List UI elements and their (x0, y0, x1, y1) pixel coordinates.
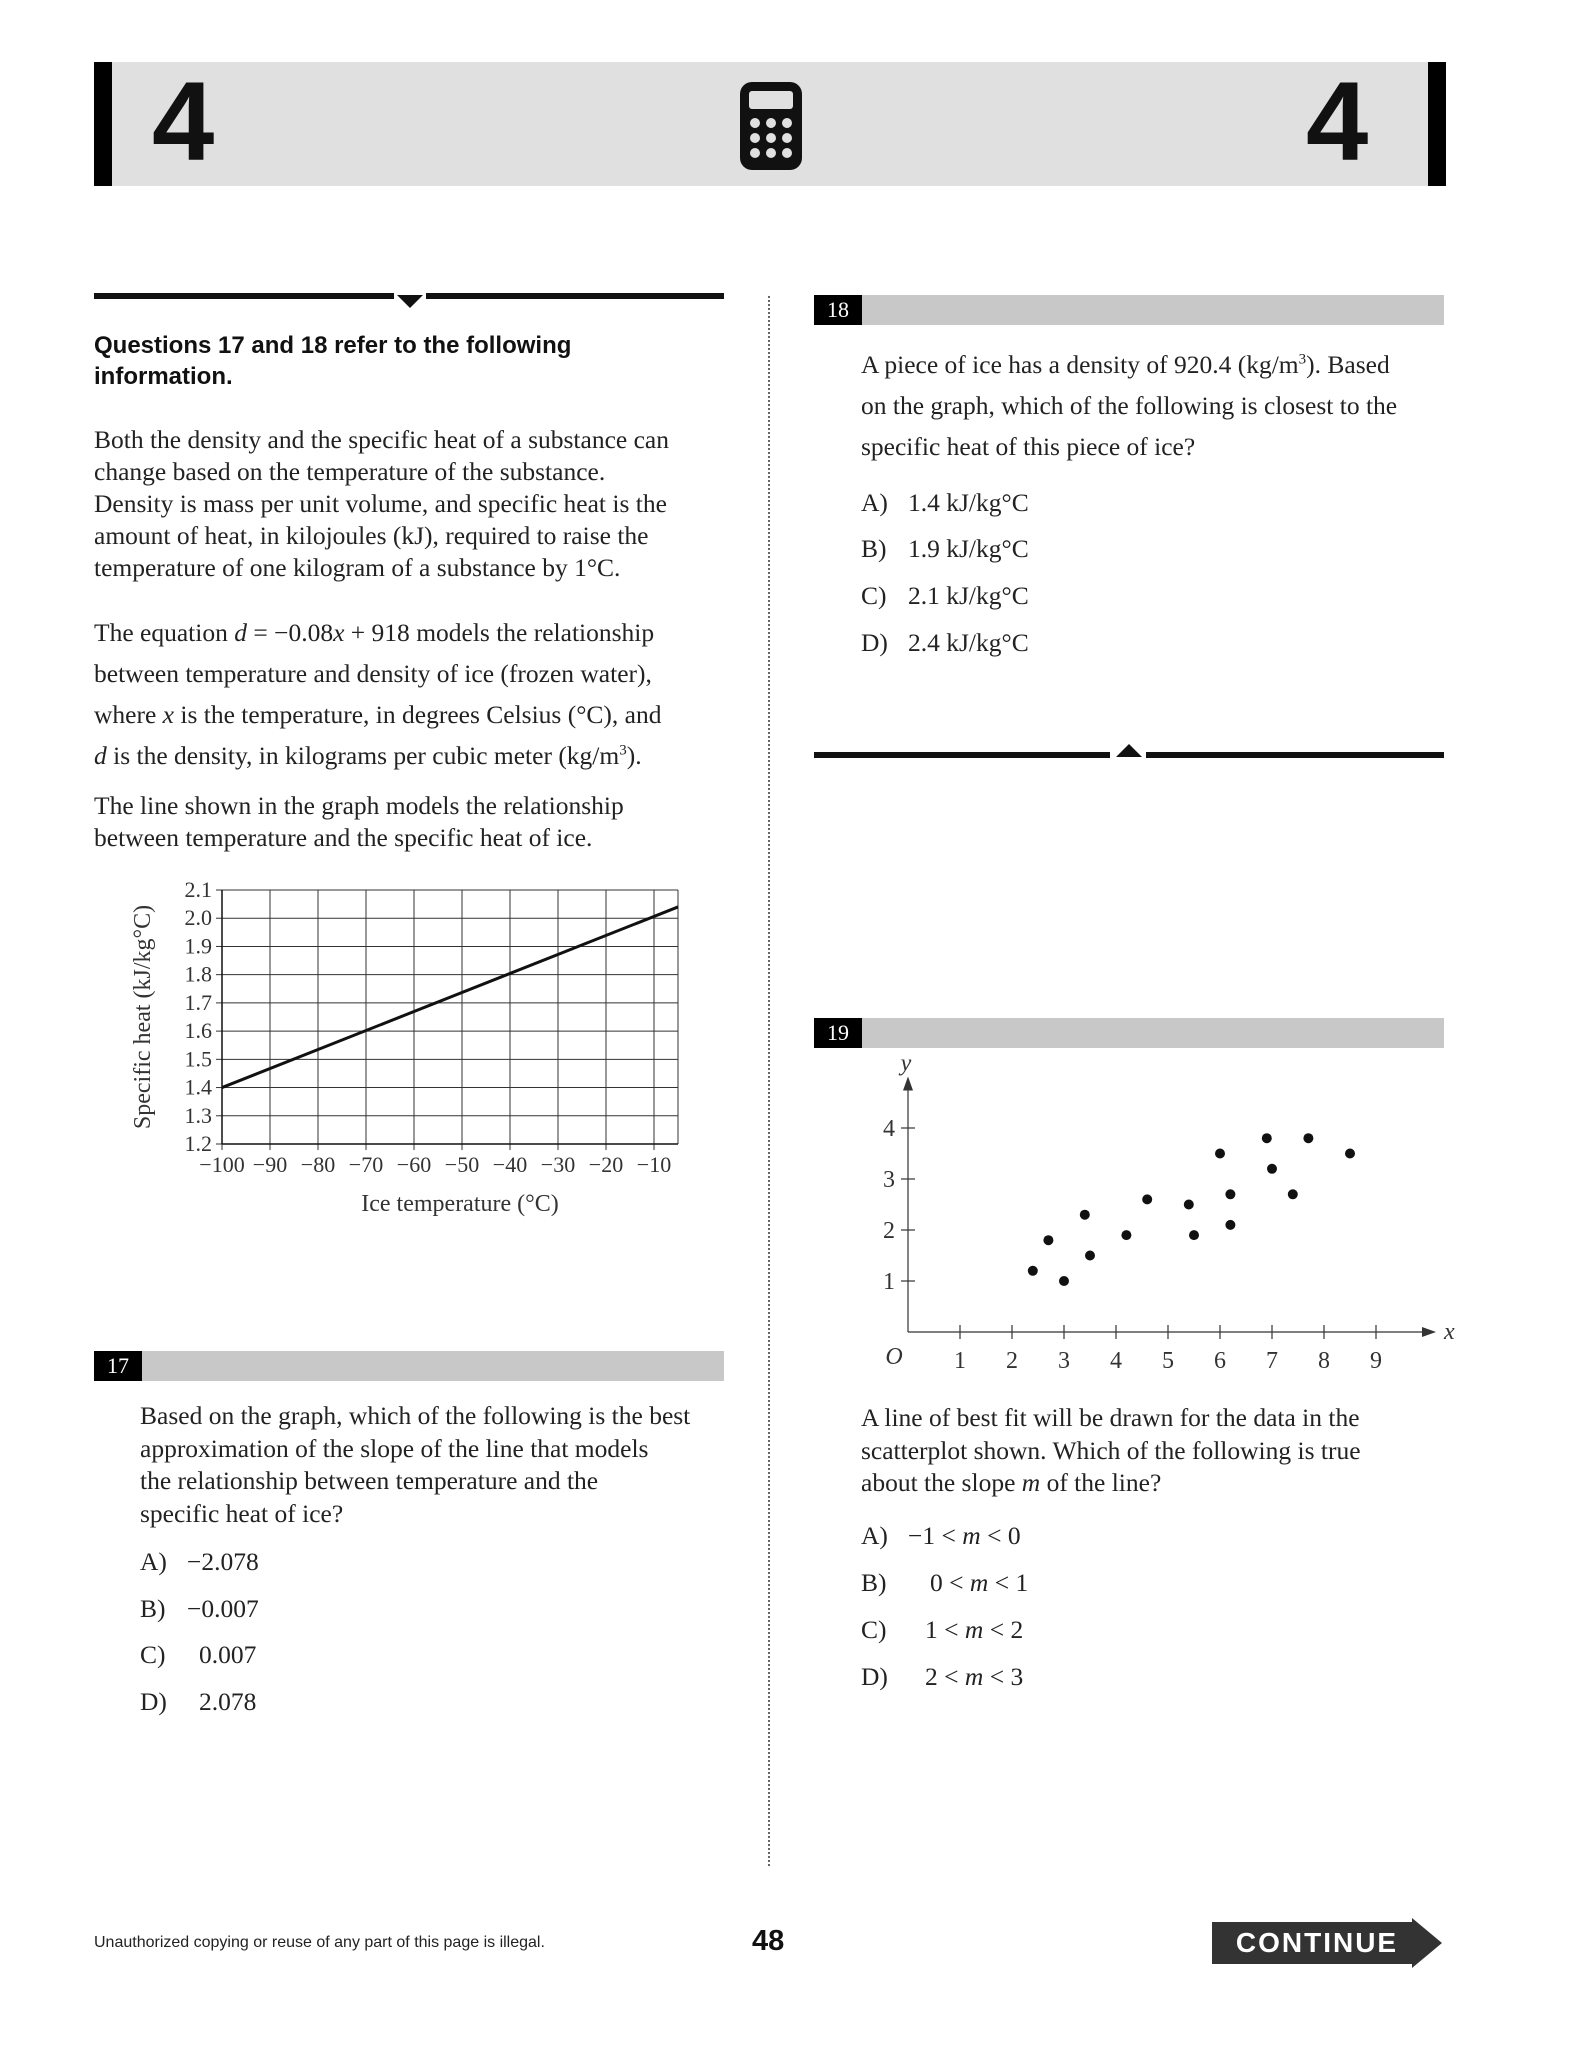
y-tick-label: 1 (883, 1269, 895, 1295)
x-tick-label: −50 (444, 1152, 480, 1177)
x-tick-label: 1 (954, 1348, 966, 1374)
x-axis-label: x (1444, 1319, 1455, 1345)
y-tick-label: 1.5 (184, 1046, 212, 1072)
x-tick-label: −40 (492, 1152, 528, 1177)
q17-number: 17 (94, 1351, 142, 1381)
scatter-point (1225, 1220, 1235, 1230)
calculator-icon (740, 82, 802, 170)
q19-choice-d[interactable]: D) 2 < m < 3 (861, 1662, 1024, 1691)
q18-number: 18 (814, 295, 862, 325)
intro-paragraph-3: The line shown in the graph models the relationship between temperature and the specific heat of ice. (94, 791, 624, 852)
x-axis-label: Ice temperature (°C) (361, 1191, 559, 1217)
q19-choice-c[interactable]: C) 1 < m < 2 (861, 1615, 1024, 1644)
triangle-up-icon (1116, 744, 1142, 757)
x-tick-label: −80 (300, 1152, 336, 1177)
scatter-point (1142, 1194, 1152, 1204)
intro-paragraph-1: Both the density and the specific heat of a substance can change based on the temperature of the substance. Density is mass per unit volume, and specific heat is the amount of heat, in kilojoules (kJ), required to raise the temperature of one kilogram of a substance by 1°C. (94, 425, 669, 582)
y-tick-label: 2.0 (184, 905, 212, 931)
scatterplot-chart (860, 1050, 1455, 1392)
divider-left-b (426, 293, 724, 299)
scatter-point (1184, 1200, 1194, 1210)
scatter-point (1189, 1230, 1199, 1240)
scatter-point (1043, 1235, 1053, 1245)
y-axis-label: y (900, 1050, 912, 1077)
scatter-point (1215, 1149, 1225, 1159)
q17-number-bar (94, 1351, 724, 1381)
q17-choice-d[interactable]: D) 2.078 (140, 1687, 257, 1716)
section-header (94, 59, 1446, 186)
x-tick-label: 6 (1214, 1348, 1226, 1374)
q17-choice-c[interactable]: C) 0.007 (140, 1640, 257, 1669)
q18-text: A piece of ice has a density of 920.4 $(kg/m^3)$. Based on the graph, which of the following is closest to the specific heat of this piece of ice? (861, 350, 1398, 461)
scatter-point (1303, 1133, 1313, 1143)
q19-text: A line of best fit will be drawn for the data in the scatterplot shown. Which of the following is true about the slope m of the line? (861, 1403, 1361, 1497)
q19-choice-b[interactable]: B) 0 < m < 1 (861, 1568, 1029, 1597)
q17-choice-b[interactable]: B) −0.007 (140, 1594, 259, 1623)
x-tick-label: −10 (636, 1152, 672, 1177)
x-tick-label: −90 (252, 1152, 288, 1177)
x-tick-label: 2 (1006, 1348, 1018, 1374)
q18-number-bar (814, 295, 1444, 325)
y-tick-label: 1.2 (184, 1131, 212, 1156)
scatter-point (1085, 1251, 1095, 1261)
x-axis-arrow (1422, 1327, 1436, 1337)
scatter-point (1345, 1149, 1355, 1159)
header-left-bar (94, 62, 112, 186)
triangle-down-icon (397, 295, 423, 308)
section-number-left: 4 (152, 59, 215, 184)
y-axis-label: Specific heat (kJ/kg°C) (130, 904, 156, 1130)
header-right-bar (1428, 62, 1446, 186)
y-tick-label: 1.4 (184, 1074, 212, 1100)
y-tick-label: 1.8 (184, 961, 212, 987)
scatter-point (1262, 1133, 1272, 1143)
q17-choice-a[interactable]: A) −2.078 (140, 1547, 259, 1576)
x-tick-label: 5 (1162, 1348, 1174, 1374)
series-line (222, 907, 678, 1088)
origin-label: O (885, 1344, 903, 1370)
y-axis-arrow (903, 1077, 913, 1091)
q18-choice-b[interactable]: B) 1.9 kJ/kg°C (861, 534, 1029, 563)
q19-number-bar (814, 1018, 1444, 1048)
copyright-notice: Unauthorized copying or reuse of any part of this page is illegal. (94, 1934, 545, 1951)
intro-heading: Questions 17 and 18 refer to the following information. (94, 332, 572, 390)
column-separator (768, 296, 770, 1866)
y-tick-label: 1.7 (184, 989, 212, 1015)
x-tick-label: 9 (1370, 1348, 1382, 1374)
scatter-point (1059, 1276, 1069, 1286)
y-tick-label: 1.3 (184, 1102, 212, 1128)
q18-choice-a[interactable]: A) 1.4 kJ/kg°C (861, 488, 1029, 517)
y-tick-label: 4 (883, 1116, 895, 1142)
continue-button[interactable] (1212, 1918, 1444, 1973)
q19-number: 19 (814, 1018, 862, 1048)
scatter-point (1225, 1189, 1235, 1199)
y-tick-label: 1.6 (184, 1018, 212, 1044)
x-tick-label: −20 (588, 1152, 624, 1177)
q18-choice-c[interactable]: C) 2.1 kJ/kg°C (861, 581, 1029, 610)
scatter-point (1288, 1189, 1298, 1199)
intro-paragraph-2: The equation d = −0.08x + 918 models the relationship between temperature and density of ice (frozen water), where x is the temperature, in degrees Celsius (°C), and d is the density, in kilograms per cubic meter $(kg/m^3)$. (94, 618, 662, 770)
continue-label: CONTINUE (1235, 1927, 1399, 1958)
y-tick-label: 1.9 (184, 933, 212, 959)
specific-heat-chart (130, 872, 690, 1224)
y-tick-label: 2 (883, 1218, 895, 1244)
x-tick-label: 3 (1058, 1348, 1070, 1374)
y-tick-label: 2.1 (184, 877, 212, 902)
q18-choice-d[interactable]: D) 2.4 kJ/kg°C (861, 628, 1029, 657)
section-number-right: 4 (1306, 59, 1369, 184)
x-tick-label: 8 (1318, 1348, 1330, 1374)
page-number: 48 (752, 1925, 785, 1957)
x-tick-label: −100 (199, 1152, 245, 1177)
x-tick-label: −30 (540, 1152, 576, 1177)
x-tick-label: 7 (1266, 1348, 1278, 1374)
scatter-point (1028, 1266, 1038, 1276)
y-tick-label: 3 (883, 1167, 895, 1193)
x-tick-label: −60 (396, 1152, 432, 1177)
scatter-point (1080, 1210, 1090, 1220)
q17-text: Based on the graph, which of the following is the best approximation of the slope of the line that models the relationship between temperature and the specific heat of ice? (140, 1401, 691, 1528)
x-tick-label: 4 (1110, 1348, 1122, 1374)
divider-right-a (814, 752, 1110, 758)
x-tick-label: −70 (348, 1152, 384, 1177)
divider-right-b (1146, 752, 1444, 758)
scatter-point (1267, 1164, 1277, 1174)
scatter-point (1121, 1230, 1131, 1240)
divider-left-a (94, 293, 394, 299)
q19-choice-a[interactable]: A) −1 < m < 0 (861, 1521, 1021, 1550)
